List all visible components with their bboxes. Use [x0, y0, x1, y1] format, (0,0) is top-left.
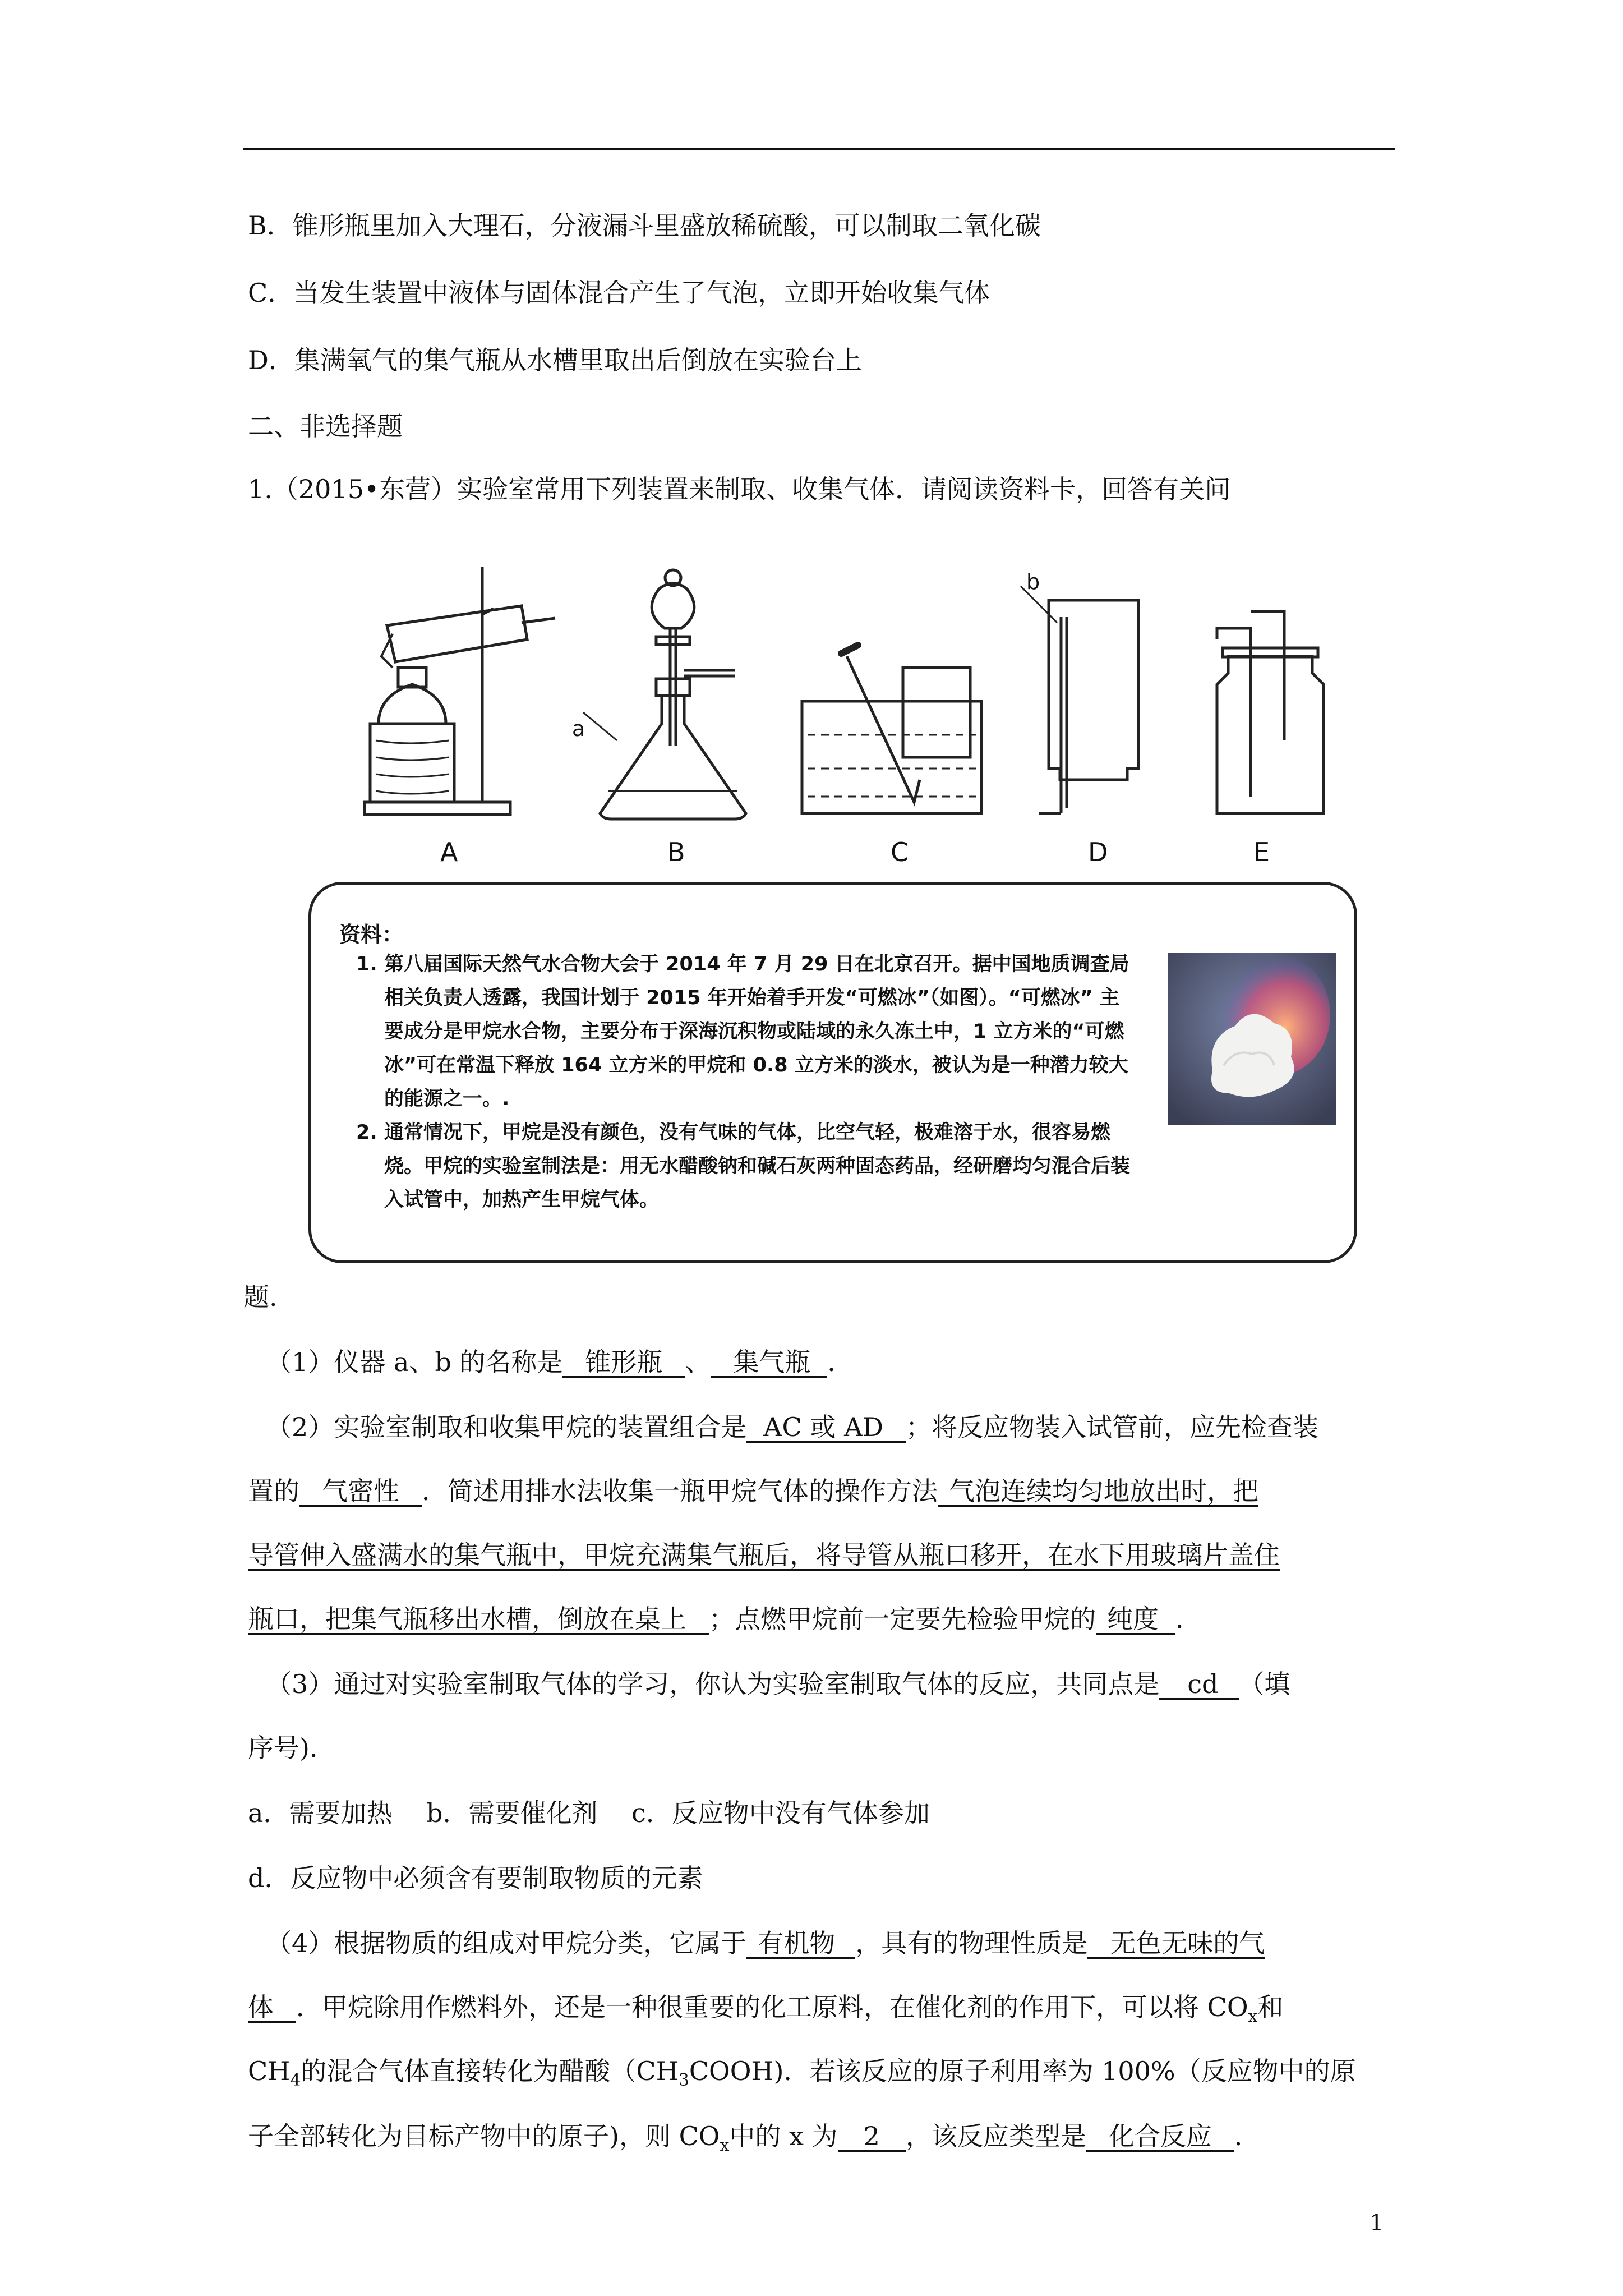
q3-line-2: 序号)． — [248, 1733, 335, 1763]
question-stem-end: 题. — [243, 1282, 278, 1312]
header-rule — [243, 148, 1395, 150]
part-label-b: b — [1026, 569, 1040, 594]
q2-line-4: 瓶口，把集气瓶移出水槽，倒放在桌上 ；点燃甲烷前一定要先检验甲烷的 纯度 ． — [248, 1604, 1201, 1634]
option-d: D．集满氧气的集气瓶从水槽里取出后倒放在实验台上 — [248, 345, 862, 375]
part-label-a: a — [572, 716, 585, 741]
q4-answer-3: 2 — [838, 2122, 906, 2152]
q1-answer-1: 锥形瓶 — [562, 1348, 685, 1378]
apparatus-b — [583, 570, 746, 819]
q2-line-3 — [248, 1538, 1280, 1572]
q4-line-3: $CH_4$的混合气体直接转化为醋酸$(CH_3COOH)$．若该反应的原子利用率为 100%（反应物中的原 — [248, 2056, 1356, 2090]
resource-item-1: 1. 第八届国际天然气水合物大会于 2014 年 7 月 29 日在北京召开。据中国地质调查局相关负责人透露，我国计划于 2015 年开始着手开发“可燃冰”（如图）。“可燃冰” 主要成分是甲烷水合物，主要分布于深海沉积物或陆域的永久冻土中，1 立方米的“可燃冰”可在常温下释放 164 立方米的甲烷和 0.8 立方米的淡水，被认为是一种潜力较大的能源之一。. — [356, 953, 1129, 1110]
apparatus-c — [802, 645, 981, 813]
q4-answer-2a: 无色无味的气 — [1087, 1929, 1265, 1959]
q2-line-2: 置的 气密性 ．简述用排水法收集一瓶甲烷气体的操作方法 气泡连续均匀地放出时，把 — [248, 1476, 1258, 1506]
resource-text — [356, 947, 1130, 1217]
figure-label-d: D — [1088, 837, 1108, 867]
q2-answer-3a: 气泡连续均匀地放出时，把 — [938, 1477, 1258, 1507]
q1-answer-2: 集气瓶 — [711, 1348, 827, 1378]
q4-line-2: 体 ．甲烷除用作燃料外，还是一种很重要的化工原料，在催化剂的作用下，可以将 $CO_x$和 — [248, 1992, 1284, 2026]
q4-answer-4: 化合反应 — [1086, 2122, 1234, 2152]
q4-answer-2b: 体 — [248, 1993, 296, 2023]
figure-label-e: E — [1253, 837, 1270, 867]
figure-label-c: C — [891, 837, 909, 867]
question-stem: 1.（2015•东营）实验室常用下列装置来制取、收集气体．请阅读资料卡，回答有关问 — [248, 474, 1231, 504]
section-title: 二、非选择题 — [248, 411, 403, 441]
q2-answer-3b: 导管伸入盛满水的集气瓶中，甲烷充满集气瓶后，将导管从瓶口移开，在水下用玻璃片盖住 — [248, 1540, 1280, 1570]
q4-line-1: （4）根据物质的组成对甲烷分类，它属于 有机物 ，具有的物理性质是 无色无味的气 — [266, 1928, 1265, 1958]
resource-title: 资料： — [339, 922, 404, 947]
q2-line-1: （2）实验室制取和收集甲烷的装置组合是 AC 或 AD ；将反应物装入试管前，应先检查装 — [266, 1412, 1319, 1442]
resource-item-2: 2. 通常情况下，甲烷是没有颜色，没有气味的气体，比空气轻，极难溶于水，很容易燃烧。甲烷的实验室制法是：用无水醋酸钠和碱石灰两种固态药品，经研磨均匀混合后装入试管中，加热产生甲烷气体。 — [356, 1121, 1131, 1211]
q2-answer-3c: 瓶口，把集气瓶移出水槽，倒放在桌上 — [248, 1605, 709, 1635]
q2-answer-2: 气密性 — [299, 1477, 422, 1507]
apparatus-d — [1021, 586, 1138, 813]
apparatus-figure — [353, 555, 1340, 869]
resource-card — [308, 882, 1357, 1263]
q2-answer-4: 纯度 — [1096, 1605, 1175, 1635]
option-c: C．当发生装置中液体与固体混合产生了气泡，立即开始收集气体 — [248, 278, 990, 308]
q4-answer-1: 有机物 — [746, 1929, 855, 1959]
figure-label-b: B — [667, 837, 685, 867]
q3-option-d: d．反应物中必须含有要制取物质的元素 — [248, 1863, 703, 1893]
q3-options-abc: a．需要加热 b．需要催化剂 c．反应物中没有气体参加 — [248, 1798, 930, 1828]
apparatus-e — [1217, 611, 1324, 813]
figure-label-a: A — [440, 837, 458, 867]
q1-line: （1）仪器 a、b 的名称是 锥形瓶 、 集气瓶 ． — [266, 1347, 854, 1377]
page-number: 1 — [1370, 2210, 1384, 2236]
apparatus-a — [365, 567, 555, 815]
q3-line-1: （3）通过对实验室制取气体的学习，你认为实验室制取气体的反应，共同点是 cd （填 — [266, 1669, 1290, 1699]
q3-answer: cd — [1159, 1670, 1238, 1700]
combustible-ice-photo — [1168, 953, 1336, 1125]
q4-line-4: 子全部转化为目标产物中的原子)，则 $CO_x$中的 x 为 2 ，该反应类型是 化合反应 ． — [248, 2121, 1260, 2155]
option-b: B．锥形瓶里加入大理石，分液漏斗里盛放稀硫酸，可以制取二氧化碳 — [248, 210, 1041, 241]
q2-answer-1: AC 或 AD — [746, 1413, 906, 1443]
